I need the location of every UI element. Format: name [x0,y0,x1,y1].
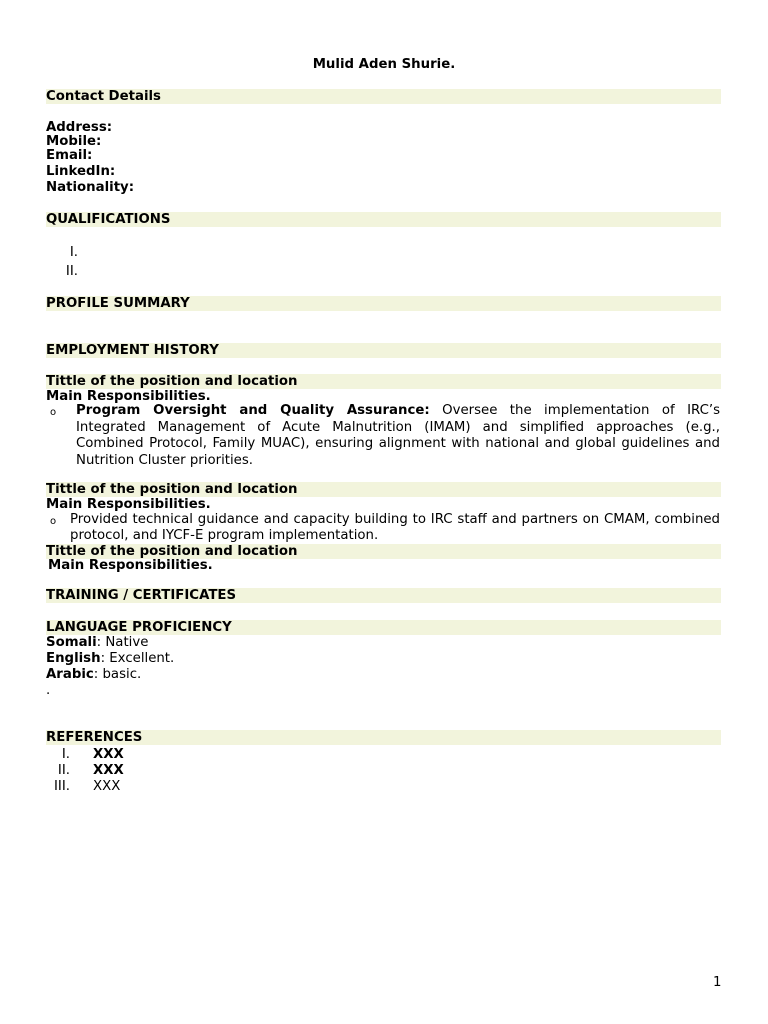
language-name: Arabic [46,667,94,682]
language-name: Somali [46,635,97,650]
job-responsibility-item [70,512,720,543]
language-item [46,635,148,650]
reference-numeral: III. [54,779,70,794]
language-level: : basic. [93,667,142,682]
contact-address-label: Address: [46,120,113,135]
language-item [46,667,141,682]
job-responsibility-item [76,403,720,469]
language-name: English [46,651,101,666]
reference-numeral: I. [61,747,70,762]
bullet-icon: o [50,516,57,527]
language-level: : Excellent. [100,651,175,666]
job-title: Tittle of the position and location [46,482,298,497]
qualification-numeral: II. [65,264,78,279]
profile-heading: PROFILE SUMMARY [46,296,190,311]
job-responsibilities-label: Main Responsibilities. [46,389,211,404]
employment-heading: EMPLOYMENT HISTORY [46,343,219,358]
bullet-icon: o [50,407,57,418]
qualification-numeral: I. [69,245,78,260]
responsibility-text: Provided technical guidance and capacity building to IRC staff and partners on CMAM, combined protocol, and IYCF-E program implementation. [70,512,720,543]
contact-email-label: Email: [46,148,93,163]
resume-name: Mulid Aden Shurie. [312,57,456,72]
job-title: Tittle of the position and location [46,544,298,559]
qualifications-heading: QUALIFICATIONS [46,212,171,227]
trailing-period: . [46,683,51,698]
language-level: : Native [96,635,149,650]
responsibility-text: Oversee the implementation of IRC’s Integrated Management of Acute Malnutrition (IMAM) and simplified approaches (e.g., Combined Protocol, Family MUAC), ensuring alignment with national and global guidelines and Nutrition Cluster priorities. [76,403,721,468]
job-responsibilities-label: Main Responsibilities. [46,497,211,512]
reference-numeral: II. [57,763,70,778]
reference-name: XXX [93,763,124,778]
training-heading: TRAINING / CERTIFICATES [46,588,237,603]
references-heading-band [46,730,721,745]
contact-linkedin-label: LinkedIn: [46,164,116,179]
page-number: 1 [713,975,722,990]
contact-mobile-label: Mobile: [46,134,102,149]
job-responsibilities-label: Main Responsibilities. [48,558,213,573]
contact-nationality-label: Nationality: [46,180,135,195]
responsibility-lead: Program Oversight and Quality Assurance: [76,403,430,418]
contact-heading: Contact Details [46,89,161,104]
references-heading: REFERENCES [46,730,143,745]
reference-name: XXX [93,747,124,762]
job-title: Tittle of the position and location [46,374,298,389]
languages-heading: LANGUAGE PROFICIENCY [46,620,232,635]
reference-name: XXX [93,779,121,794]
language-item [46,651,174,666]
